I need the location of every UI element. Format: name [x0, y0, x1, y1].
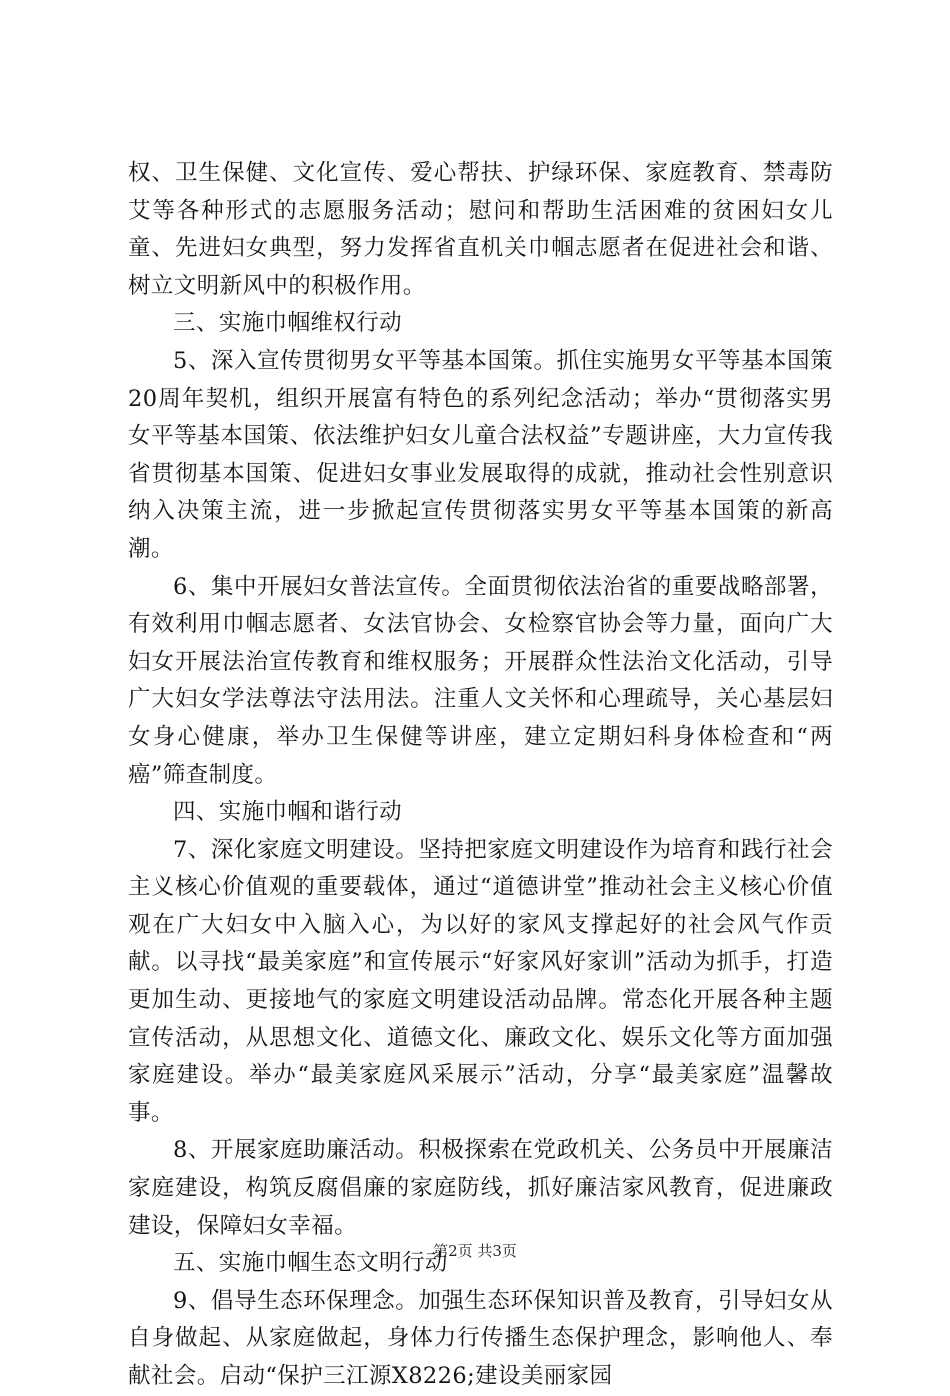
section-heading-ecology: 五、实施巾帼生态文明行动	[173, 1250, 448, 1277]
paragraph-item-9: 9、倡导生态环保理念。加强生态环保知识普及教育，引导妇女从自身做起、从家庭做起，身体力行传播生态保护理念，影响他人、奉献社会。启动“保护三江源X8226;建设美丽家园	[128, 1287, 833, 1389]
section-heading-rights: 三、实施巾帼维权行动	[173, 310, 403, 337]
paragraph-item-5: 5、深入宣传贯彻男女平等基本国策。抓住实施男女平等基本国策20周年契机，组织开展富有特色的系列纪念活动；举办“贯彻落实男女平等基本国策、依法维护妇女儿童合法权益”专题讲座，大力宣传我省贯彻基本国策、促进妇女事业发展取得的成就，推动社会性别意识纳入决策主流，进一步掀起宣传贯彻落实男女平等基本国策的新高潮。	[128, 347, 833, 562]
page-number-label: 第2页 共3页	[433, 1242, 517, 1260]
paragraph-item-6: 6、集中开展妇女普法宣传。全面贯彻依法治省的重要战略部署，有效利用巾帼志愿者、女法官协会、女检察官协会等力量，面向广大妇女开展法治宣传教育和维权服务；开展群众性法治文化活动，引导广大妇女学法尊法守法用法。注重人文关怀和心理疏导，关心基层妇女身心健康，举办卫生保健等讲座，建立定期妇科身体检查和“两癌”筛查制度。	[128, 573, 833, 788]
paragraph-item-8: 8、开展家庭助廉活动。积极探索在党政机关、公务员中开展廉洁家庭建设，构筑反腐倡廉的家庭防线，抓好廉洁家风教育，促进廉政建设，保障妇女幸福。	[128, 1137, 833, 1239]
paragraph-item-7: 7、深化家庭文明建设。坚持把家庭文明建设作为培育和践行社会主义核心价值观的重要载体，通过“道德讲堂”推动社会主义核心价值观在广大妇女中入脑入心，为以好的家风支撑起好的社会风气作贡献。以寻找“最美家庭”和宣传展示“好家风好家训”活动为抓手，打造更加生动、更接地气的家庭文明建设活动品牌。常态化开展各种主题宣传活动，从思想文化、道德文化、廉政文化、娱乐文化等方面加强家庭建设。举办“最美家庭风采展示”活动，分享“最美家庭”温馨故事。	[128, 836, 833, 1126]
paragraph-continuation: 权、卫生保健、文化宣传、爱心帮扶、护绿环保、家庭教育、禁毒防艾等各种形式的志愿服务活动；慰问和帮助生活困难的贫困妇女儿童、先进妇女典型，努力发挥省直机关巾帼志愿者在促进社会和谐、树立文明新风中的积极作用。	[128, 160, 833, 299]
section-heading-harmony: 四、实施巾帼和谐行动	[173, 799, 403, 826]
document-body	[128, 155, 833, 1396]
page-footer	[0, 1241, 950, 1261]
